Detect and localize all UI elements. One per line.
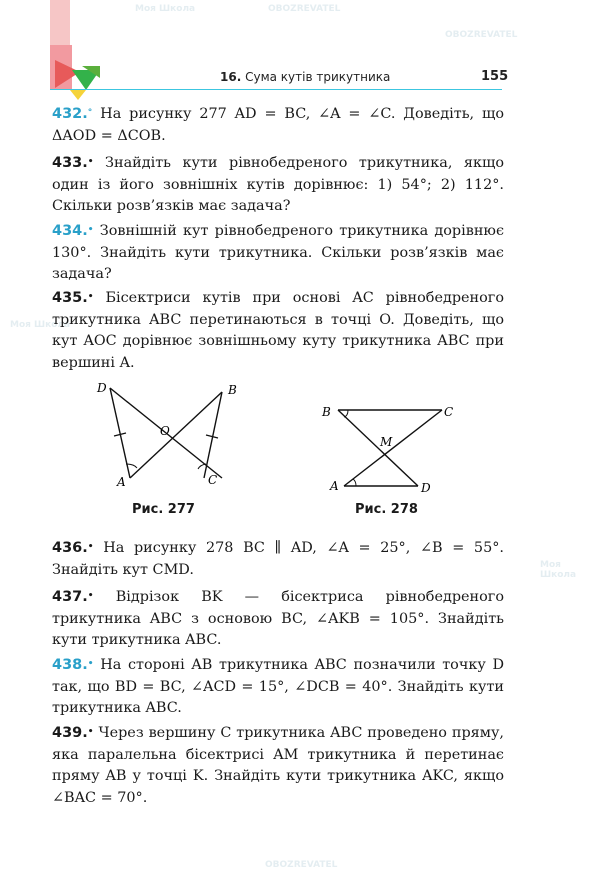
point-label: D	[97, 381, 107, 395]
problem-number: 438.•	[52, 657, 94, 673]
figure-caption: Рис. 277	[132, 502, 195, 517]
watermark: Моя Школа	[135, 4, 196, 14]
problem-439	[52, 723, 504, 809]
problem-text: На рисунку 277 AD = BC, ∠A = ∠C. Доведіть, що ΔAOD = ΔCOB.	[52, 106, 505, 144]
problem-435	[52, 288, 504, 374]
point-label: A	[117, 475, 126, 489]
point-label: M	[380, 435, 393, 449]
point-label: A	[330, 479, 339, 493]
page-number: 155	[481, 69, 509, 84]
problem-number: 436.•	[52, 540, 94, 556]
problem-text: На рисунку 278 BC ∥ AD, ∠A = 25°, ∠B = 55°. Знайдіть кут CMD.	[52, 540, 504, 578]
figure-277	[92, 378, 252, 498]
header-rule	[50, 89, 502, 90]
problem-text: Зовнішній кут рівнобедреного трикутника дорівнює 130°. Знайдіть кути трикутника. Скільки розв’язків має задача?	[52, 223, 504, 282]
point-label: D	[421, 481, 431, 495]
problem-number: 432.°	[52, 106, 93, 122]
problem-number: 433.•	[52, 155, 94, 171]
problem-438	[52, 655, 504, 720]
problem-text: Відрізок BK — бісектриса рівнобедреного трикутника ABC з основою BC, ∠AKB = 105°. Знайдіть кути трикутника ABC.	[52, 589, 505, 648]
section-title: 16. Сума кутів трикутника	[220, 70, 391, 84]
figure-caption: Рис. 278	[355, 502, 418, 517]
problem-number: 439.•	[52, 725, 94, 741]
corner-decoration	[0, 0, 120, 110]
watermark: OBOZREVATEL	[268, 4, 341, 14]
problem-434	[52, 221, 504, 286]
problem-432	[52, 104, 504, 147]
problem-text: Бісектриси кутів при основі AC рівнобедреного трикутника ABC перетинаються в точці O. Доведіть, що кут AOC дорівнює зовнішньому куту трикутника ABC при вершині A.	[52, 290, 505, 371]
problem-number: 434.•	[52, 223, 94, 239]
problem-436	[52, 538, 504, 581]
watermark: Моя Школа	[540, 560, 577, 580]
point-label: O	[160, 424, 170, 438]
point-label: C	[444, 405, 454, 419]
problem-text: Знайдіть кути рівнобедреного трикутника, якщо один із його зовнішніх кутів дорівнює: 1) 54°; 2) 112°. Скільки розв’язків має задача?	[52, 155, 504, 214]
problem-number: 435.•	[52, 290, 94, 306]
figure-278	[318, 398, 454, 498]
problem-433	[52, 153, 504, 218]
problem-number: 437.•	[52, 589, 94, 605]
watermark: OBOZREVATEL	[445, 30, 518, 40]
watermark: Моя Школа	[10, 320, 71, 330]
problem-437	[52, 587, 504, 652]
problem-text: На стороні AB трикутника ABC позначили точку D так, що BD = BC, ∠ACD = 15°, ∠DCB = 40°. Знайдіть кути трикутника ABC.	[52, 657, 504, 716]
point-label: B	[228, 383, 237, 397]
point-label: B	[322, 405, 331, 419]
watermark: OBOZREVATEL	[265, 860, 338, 870]
problem-text: Через вершину C трикутника ABC проведено пряму, яка паралельна бісектрисі AM трикутника й перетинає пряму AB у точці K. Знайдіть кути трикутника AKC, якщо ∠BAC = 70°.	[52, 725, 504, 806]
point-label: C	[208, 473, 218, 487]
